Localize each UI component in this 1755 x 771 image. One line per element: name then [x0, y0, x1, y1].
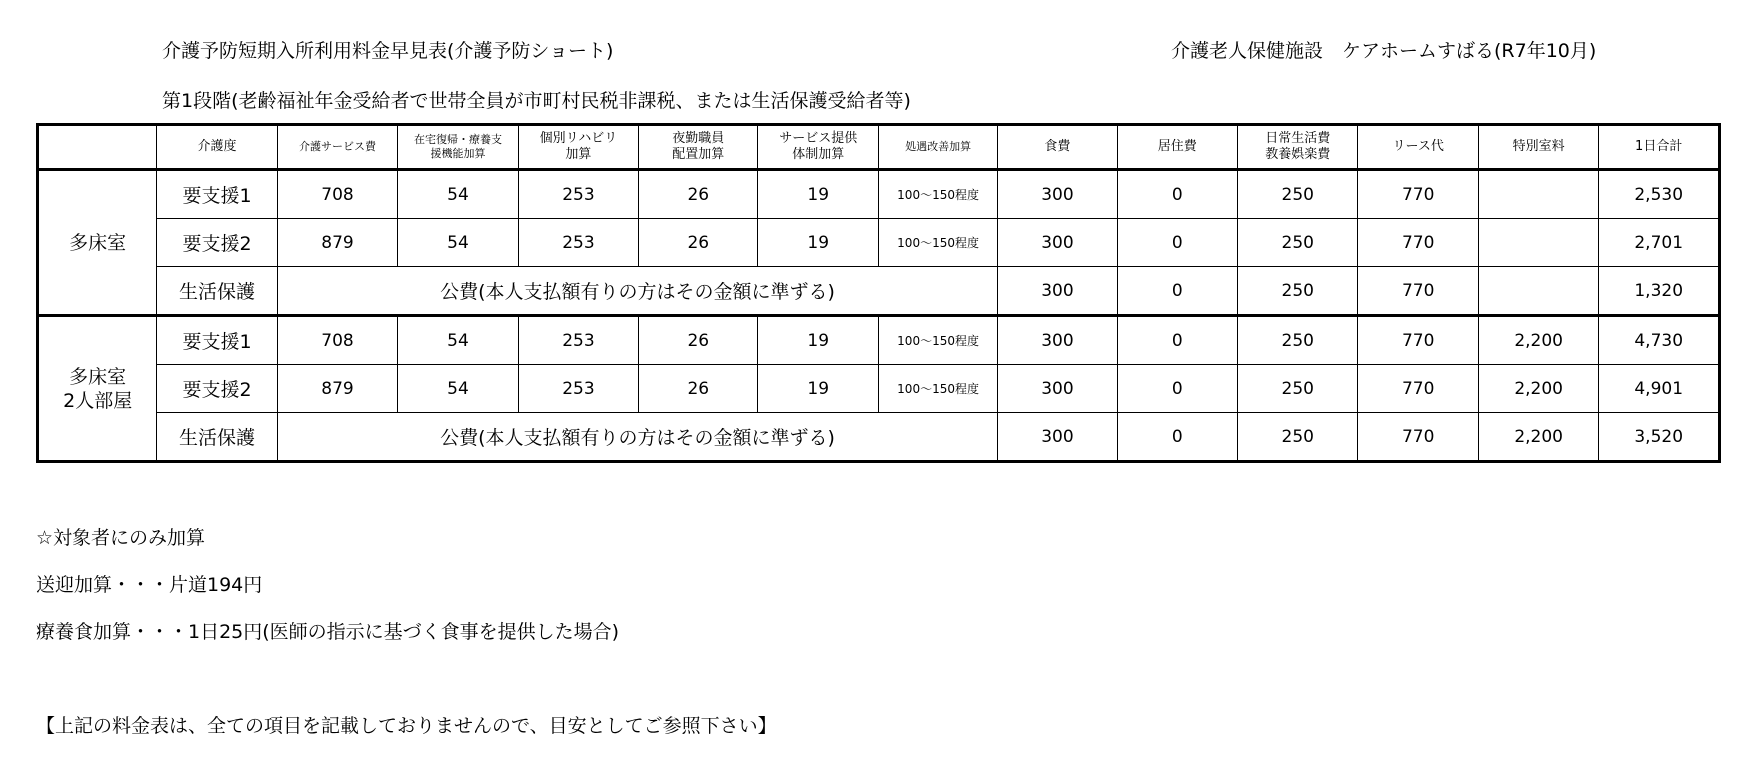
cell-special — [1478, 170, 1598, 219]
cell-rehab: 253 — [518, 219, 638, 267]
cell-teikyo: 19 — [758, 170, 878, 219]
cell-yakin: 26 — [639, 170, 758, 219]
care-level: 生活保護 — [157, 413, 277, 462]
header-kaigodo: 介護度 — [157, 125, 277, 170]
page-title: 介護予防短期入所利用料金早見表(介護予防ショート) — [162, 40, 614, 62]
room-type: 多床室 — [38, 170, 157, 316]
header-corner — [38, 125, 157, 170]
cell-special: 2,200 — [1478, 316, 1598, 365]
cell-shogu: 100～150程度 — [878, 316, 997, 365]
cell-teikyo: 19 — [758, 316, 878, 365]
header-rehab: 個別リハビリ 加算 — [518, 125, 638, 170]
header-teikyo: サービス提供 体制加算 — [758, 125, 878, 170]
cell-daily: 250 — [1238, 170, 1358, 219]
cell-zaitaku: 54 — [398, 316, 518, 365]
header-yakin: 夜勤職員 配置加算 — [639, 125, 758, 170]
public-expense-note: 公費(本人支払額有りの方はその金額に準ずる) — [277, 267, 997, 316]
table-row — [38, 219, 1720, 267]
cell-living: 0 — [1117, 219, 1237, 267]
facility-name: 介護老人保健施設 ケアホームすばる(R7年10月) — [1171, 40, 1597, 62]
cell-food: 300 — [998, 170, 1117, 219]
cell-shogu: 100～150程度 — [878, 170, 997, 219]
table-row — [38, 365, 1720, 413]
cell-service: 879 — [277, 365, 397, 413]
footer-note: 【上記の料金表は、全ての項目を記載しておりませんので、目安としてご参照下さい】 — [36, 715, 777, 737]
cell-shogu: 100～150程度 — [878, 219, 997, 267]
cell-total: 2,701 — [1599, 219, 1720, 267]
cell-special — [1478, 267, 1598, 316]
cell-service: 708 — [277, 170, 397, 219]
care-level: 生活保護 — [157, 267, 277, 316]
cell-rehab: 253 — [518, 365, 638, 413]
header-food: 食費 — [998, 125, 1117, 170]
cell-special: 2,200 — [1478, 413, 1598, 462]
cell-teikyo: 19 — [758, 219, 878, 267]
cell-service: 879 — [277, 219, 397, 267]
care-level: 要支援2 — [157, 219, 277, 267]
cell-food: 300 — [998, 365, 1117, 413]
cell-service: 708 — [277, 316, 397, 365]
cell-teikyo: 19 — [758, 365, 878, 413]
header-total: 1日合計 — [1599, 125, 1720, 170]
cell-lease: 770 — [1358, 170, 1478, 219]
cell-total: 4,901 — [1599, 365, 1720, 413]
cell-daily: 250 — [1238, 316, 1358, 365]
header-daily: 日常生活費 教養娯楽費 — [1238, 125, 1358, 170]
cell-yakin: 26 — [639, 365, 758, 413]
public-expense-note: 公費(本人支払額有りの方はその金額に準ずる) — [277, 413, 997, 462]
cell-lease: 770 — [1358, 219, 1478, 267]
cell-daily: 250 — [1238, 365, 1358, 413]
cell-living: 0 — [1117, 413, 1237, 462]
cell-food: 300 — [998, 267, 1117, 316]
care-level: 要支援1 — [157, 170, 277, 219]
cell-zaitaku: 54 — [398, 219, 518, 267]
header-living: 居住費 — [1117, 125, 1237, 170]
header-service: 介護サービス費 — [277, 125, 397, 170]
cell-daily: 250 — [1238, 267, 1358, 316]
header-zaitaku: 在宅復帰・療養支 援機能加算 — [398, 125, 518, 170]
cell-lease: 770 — [1358, 267, 1478, 316]
cell-daily: 250 — [1238, 219, 1358, 267]
header-shogu: 処遇改善加算 — [878, 125, 997, 170]
fee-table — [36, 123, 1721, 463]
cell-food: 300 — [998, 316, 1117, 365]
cell-yakin: 26 — [639, 219, 758, 267]
cell-lease: 770 — [1358, 316, 1478, 365]
table-row — [38, 316, 1720, 365]
cell-total: 4,730 — [1599, 316, 1720, 365]
table-row — [38, 170, 1720, 219]
cell-total: 1,320 — [1599, 267, 1720, 316]
table-header-row — [38, 125, 1720, 170]
note-sougei: 送迎加算・・・片道194円 — [36, 574, 263, 596]
cell-rehab: 253 — [518, 170, 638, 219]
note-ryouyou: 療養食加算・・・1日25円(医師の指示に基づく食事を提供した場合) — [36, 621, 620, 643]
cell-yakin: 26 — [639, 316, 758, 365]
cell-total: 3,520 — [1599, 413, 1720, 462]
cell-living: 0 — [1117, 170, 1237, 219]
cell-food: 300 — [998, 413, 1117, 462]
table-row — [38, 267, 1720, 316]
cell-total: 2,530 — [1599, 170, 1720, 219]
cell-zaitaku: 54 — [398, 170, 518, 219]
cell-food: 300 — [998, 219, 1117, 267]
cell-living: 0 — [1117, 365, 1237, 413]
cell-lease: 770 — [1358, 365, 1478, 413]
header-lease: リース代 — [1358, 125, 1478, 170]
cell-living: 0 — [1117, 316, 1237, 365]
cell-daily: 250 — [1238, 413, 1358, 462]
cell-special — [1478, 219, 1598, 267]
table-row — [38, 413, 1720, 462]
cell-shogu: 100～150程度 — [878, 365, 997, 413]
cell-lease: 770 — [1358, 413, 1478, 462]
room-type: 多床室 2人部屋 — [38, 316, 157, 462]
page-subtitle: 第1段階(老齢福祉年金受給者で世帯全員が市町村民税非課税、または生活保護受給者等) — [162, 90, 911, 112]
notes-heading: ☆対象者にのみ加算 — [36, 527, 206, 549]
care-level: 要支援1 — [157, 316, 277, 365]
care-level: 要支援2 — [157, 365, 277, 413]
cell-special: 2,200 — [1478, 365, 1598, 413]
cell-zaitaku: 54 — [398, 365, 518, 413]
cell-living: 0 — [1117, 267, 1237, 316]
cell-rehab: 253 — [518, 316, 638, 365]
header-special: 特別室料 — [1478, 125, 1598, 170]
